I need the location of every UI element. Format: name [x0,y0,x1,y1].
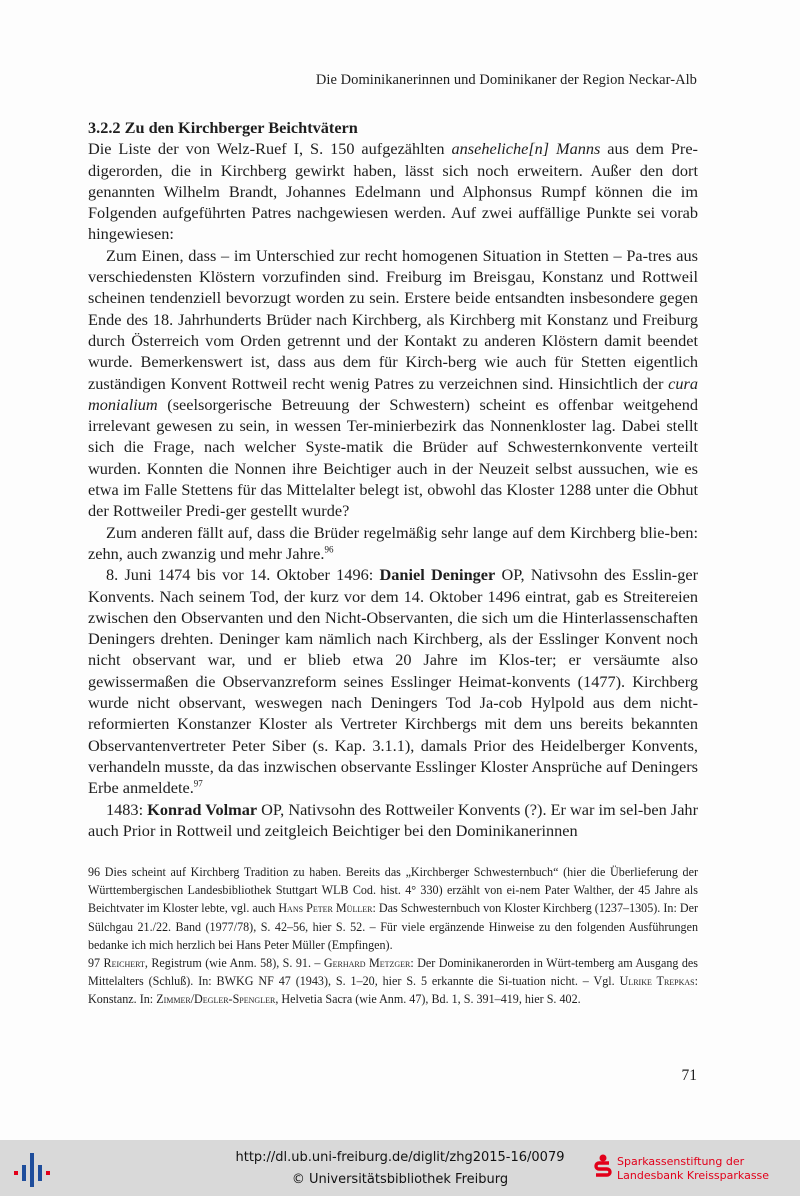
sponsor-name [617,1155,769,1183]
text-run: (seelsorgerische Betreuung der Schwestern) scheint es offenbar weitgehend irrelevant gewesen zu sein, in wessen Ter-minierbezirk das Nonnenkloster lag. Dabei stellt sich die Frage, nach welcher Syste-matik die Brüder auf Schwesternkonvente verteilt wurden. Konnten die Nonnen ihre Beichtiger auch in der Neuzeit selbst aussuchen, wie es etwa im Falle Stettens für das Mittelalter belegt ist, obwohl das Kloster 1288 unter die Obhut der Rottweiler Predi-ger gestellt wurde? [88,394,698,521]
author-name: Ulrike Trepkas [619,974,695,989]
text-run: Zum Einen, dass – im Unterschied zur recht homogenen Situation in Stetten – Pa-tres aus verschiedensten Klöstern vorzufinden sind. Freiburg im Breisgau, Konstanz und Rottweil scheinen tendenziell bevorzugt worden zu sein. Erstere beide entsandten insbesondere gegen Ende des 18. Jahrhunderts Brüder nach Kirchberg, als Kirchberg mit Konstanz und Freiburg durch Österreich vom Orden getrennt und der Kontakt zu anderen Klöstern damit beendet wurde. Bemerkenswert ist, dass aus dem für Kirch-berg wie auch für Stetten eigentlich zuständigen Konvent Rottweil recht wenig Patres zu verzeichnen sind. Hinsichtlich der [88,245,698,393]
footnote-ref-97[interactable]: 97 [193,778,203,789]
footnote-number: 97 [88,956,101,971]
running-head: Die Dominikanerinnen und Dominikaner der Region Neckar-Alb [315,72,697,88]
body-text [88,117,698,841]
text-run: : Konstanz. In: [88,974,698,1007]
text-run: OP, Nativsohn des Esslin-ger Konvents. Nach seinem Tod, der kurz vor dem 14. Oktober 1496 eintrat, gab es Streitereien zwischen den Observanten und den Nicht-Observanten, die sich um die Hinterlassenschaften Deningers drehten. Deninger kam nämlich nach Kirchberg, als der Esslinger Konvent noch nicht observant war, und er blieb etwa 20 Jahre im Klos-ter; er versäumte also gewissermaßen die Observanzreform seines Esslinger Heimat-konvents (1477). Kirchberg wurde nicht observant, weswegen nach Deningers Tod Ja-cob Hylpold aus dem nicht-reformierten Konstanzer Kloster als Vertreter Kirchbergs mit dem uns bereits bekannten Observantenvertreter Peter Siber (s. Kap. 3.1.1), damals Prior des Heidelberger Konvents, verhandeln musste, da das inzwischen observante Esslinger Kloster Ansprüche auf Deningers Erbe anmeldete. [88,565,698,798]
sponsor-logo[interactable] [593,1152,793,1186]
paragraph-4 [88,564,698,798]
text-run: Zum anderen fällt auf, dass die Brüder regelmäßig sehr lange auf dem Kirchberg blie-ben: zehn, auch zwanzig und mehr Jahre. [88,522,698,563]
text-run: , Helvetia Sacra (wie Anm. 47), Bd. 1, S. 391–419, hier S. 402. [275,992,581,1007]
paragraph-5 [88,799,698,842]
italic-term: cura monialium [88,373,698,414]
author-name: Zimmer/Degler-Spengler [156,992,276,1007]
person-name: Konrad Volmar [147,799,258,819]
section-number: 3.2.2 [88,118,121,137]
text-run: 8. Juni 1474 bis vor 14. Oktober 1496: [106,565,380,585]
footnote-number: 96 [88,865,101,879]
sponsor-line-1: Sparkassenstiftung der [617,1155,745,1168]
text-run: aus dem Pre-digerorden, die in Kirchberg gewirkt haben, lässt sich noch erweitern. Außer den dort genannten Wilhelm Brandt, Johannes Edelmann und Alphonsus Rumpf können die im Folgenden aufgeführten Patres nachgewiesen werden. Auf zwei auffällige Punkte sei vorab hingewiesen: [88,139,698,244]
viewer-footer [0,1140,800,1196]
section-heading [88,117,698,138]
footnote-96 [88,863,698,954]
paragraph-2 [88,245,698,522]
page-number: 71 [681,1067,697,1084]
text-run: : Der Dominikanerorden in Würt-temberg am Ausgang des Mittelalters (Schluß). In: BWKG NF 47 (1943), S. 1–20, hier S. 5 erkannte die Si-tuation nicht. – Vgl. [88,956,698,989]
text-run: , Registrum (wie Anm. 58), S. 91. – [144,956,324,971]
copyright-notice: © Universitätsbibliothek Freiburg [291,1172,509,1187]
text-run: 1483: [106,799,148,819]
italic-quote: anseheliche[n] Manns [451,139,601,159]
paragraph-1 [88,138,698,244]
paragraph-3 [88,522,698,565]
text-run: Dies scheint auf Kirchberg Tradition zu haben. Bereits das „Kirchberger Schwesternbuch“ (hier die Überlieferung der Württembergischen Landesbibliothek Stuttgart WLB Cod. hist. 4° 330) erzählt von ei-nem Pater Walther, der 45 Jahre als Beichtvater im Kloster lebte, vgl. auch [88,865,698,916]
sponsor-line-2: Landesbank Kreissparkasse [617,1169,770,1182]
footnote-ref-96[interactable]: 96 [324,544,334,555]
person-name: Daniel Deninger [379,565,496,585]
author-name: Reichert [103,956,145,971]
document-url[interactable]: http://dl.ub.uni-freiburg.de/diglit/zhg2015-16/0079 [235,1150,565,1165]
text-run: : Das Schwesternbuch von Kloster Kirchberg (1237–1305). In: Der Sülchgau 21./22. Band (1977/78), S. 42–56, hier S. 52. – Für viele ergänzende Hinweise zu den folgenden Ausführungen bedanke ich mich herzlich bei Hans Peter Müller (Empfingen). [88,901,698,952]
footnote-97 [88,954,698,1009]
text-run: OP, Nativsohn des Rottweiler Konvents (?). Er war im sel-ben Jahr auch Prior in Rottweil und zeitgleich Beichtiger bei den Dominikanerinnen [88,799,698,840]
section-title: Zu den Kirchberger Beichtvätern [124,118,358,137]
author-name: Hans Peter Müller [278,901,373,916]
footnotes [88,863,698,1009]
sparkasse-logo-icon [593,1154,613,1178]
text-run: Die Liste der von Welz-Ruef I, S. 150 aufgezählten [88,139,452,159]
author-name: Gerhard Metzger [323,956,411,971]
